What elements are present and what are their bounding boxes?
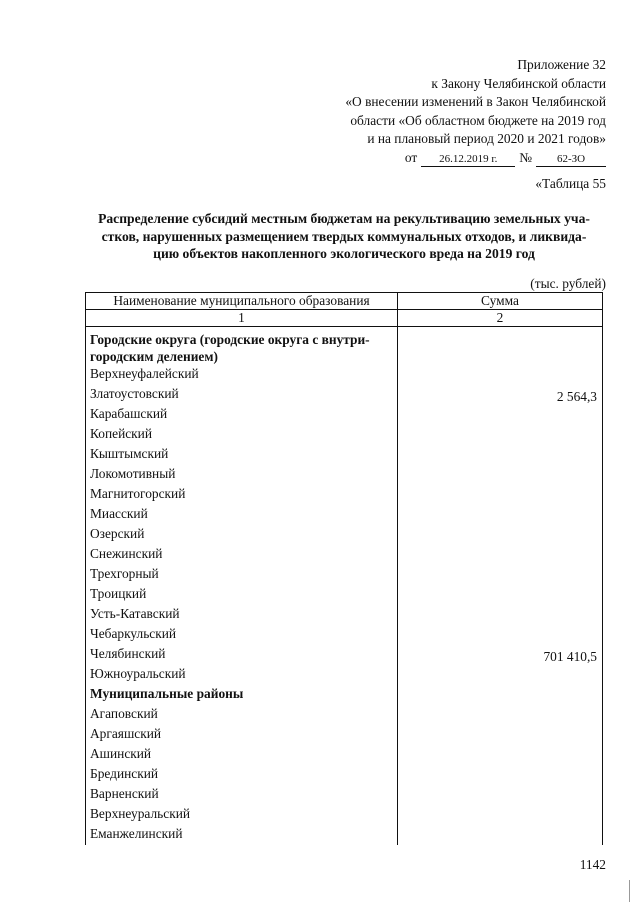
- subsidy-amount: [398, 705, 603, 725]
- municipality-name: Миасский: [86, 505, 398, 525]
- municipality-name: Агаповский: [86, 705, 398, 725]
- subsidy-amount: [398, 765, 603, 785]
- section-row: [86, 685, 603, 705]
- municipality-name: Копейский: [86, 425, 398, 445]
- table-row: [86, 565, 603, 585]
- table-row: [86, 545, 603, 565]
- column-number: 2: [398, 310, 603, 327]
- table-row: [86, 485, 603, 505]
- table-body: [86, 327, 603, 846]
- table-row: [86, 465, 603, 485]
- subsidy-amount: 701 410,5: [398, 645, 603, 665]
- municipality-name: Снежинский: [86, 545, 398, 565]
- table-row: [86, 525, 603, 545]
- municipality-name: Кыштымский: [86, 445, 398, 465]
- date-prefix: от: [404, 149, 418, 165]
- title-line: цию объектов накопленного экологического вреда на 2019 год: [153, 246, 535, 261]
- subsidy-amount: [398, 665, 603, 685]
- subsidy-amount: [398, 405, 603, 425]
- margin-mark: [629, 880, 630, 902]
- appendix-number: Приложение 32: [517, 57, 606, 72]
- municipality-name: Карабашский: [86, 405, 398, 425]
- table-row: [86, 585, 603, 605]
- municipality-name: Трехгорный: [86, 565, 398, 585]
- date-number-line: [345, 149, 606, 168]
- law-appendix-header: [345, 56, 606, 167]
- subsidy-amount: [398, 745, 603, 765]
- table-row: [86, 745, 603, 765]
- subsidy-amount: [398, 725, 603, 745]
- table-row: [86, 645, 603, 665]
- subsidy-amount: [398, 485, 603, 505]
- municipality-name: Городские округа (городские округа с внутри-городским делением): [86, 327, 398, 366]
- subsidy-amount: [398, 525, 603, 545]
- column-header-name: Наименование муниципального образования: [86, 293, 398, 310]
- subsidy-amount: [398, 685, 603, 705]
- table-row: [86, 705, 603, 725]
- section-row: [86, 327, 603, 366]
- table-reference: «Таблица 55: [535, 176, 606, 191]
- municipality-name: Чебаркульский: [86, 625, 398, 645]
- municipality-name: Брединский: [86, 765, 398, 785]
- municipality-name: Озерский: [86, 525, 398, 545]
- subsidy-amount: 2 564,3: [398, 385, 603, 405]
- municipality-name: Ашинский: [86, 745, 398, 765]
- municipality-name: Златоустовский: [86, 385, 398, 405]
- subsidy-amount: [398, 505, 603, 525]
- law-title-line: области «Об областном бюджете на 2019 год: [350, 112, 606, 128]
- table-row: [86, 765, 603, 785]
- subsidy-amount: [398, 425, 603, 445]
- law-title-line: и на плановый период 2020 и 2021 годов»: [367, 131, 606, 146]
- municipality-name: Варненский: [86, 785, 398, 805]
- subsidy-amount: [398, 445, 603, 465]
- subsidy-amount: [398, 605, 603, 625]
- municipality-name: Локомотивный: [86, 465, 398, 485]
- date-value: 26.12.2019 г.: [421, 153, 515, 167]
- column-number: 1: [86, 310, 398, 327]
- subsidy-amount: [398, 625, 603, 645]
- table-row: [86, 665, 603, 685]
- law-title-line: «О внесении изменений в Закон Челябинской: [345, 94, 606, 109]
- title-line: стков, нарушенных размещением твердых коммунальных отходов, и ликвида-: [101, 228, 587, 244]
- table-row: [86, 725, 603, 745]
- table-row: [86, 785, 603, 805]
- subsidy-amount: [398, 327, 603, 366]
- table-row: [86, 445, 603, 465]
- subsidy-amount: [398, 785, 603, 805]
- municipality-name: Усть-Катавский: [86, 605, 398, 625]
- table-row: [86, 405, 603, 425]
- column-header-amount: Сумма: [398, 293, 603, 310]
- law-reference: к Закону Челябинской области: [431, 75, 606, 91]
- page-number: 1142: [579, 857, 606, 872]
- table-row: [86, 505, 603, 525]
- municipality-name: Троицкий: [86, 585, 398, 605]
- subsidy-amount: [398, 565, 603, 585]
- subsidy-amount: [398, 365, 603, 385]
- number-prefix: №: [519, 149, 532, 165]
- subsidy-amount: [398, 545, 603, 565]
- municipality-name: Аргаяшский: [86, 725, 398, 745]
- table-row: [86, 625, 603, 645]
- title-line: Распределение субсидий местным бюджетам на рекультивацию земельных уча-: [98, 211, 590, 226]
- table-row: [86, 605, 603, 625]
- subsidy-amount: [398, 805, 603, 825]
- subsidy-table: [85, 292, 603, 845]
- municipality-name: Верхнеуральский: [86, 805, 398, 825]
- table-row: [86, 365, 603, 385]
- municipality-name: Еманжелинский: [86, 825, 398, 845]
- table-row: [86, 385, 603, 405]
- subsidy-amount: [398, 825, 603, 845]
- municipality-name: Верхнеуфалейский: [86, 365, 398, 385]
- municipality-name: Магнитогорский: [86, 485, 398, 505]
- municipality-name: Южноуральский: [86, 665, 398, 685]
- number-value: 62-ЗО: [536, 153, 606, 167]
- table-row: [86, 805, 603, 825]
- table-row: [86, 825, 603, 845]
- table-row: [86, 425, 603, 445]
- document-title: [84, 210, 604, 263]
- municipality-name: Муниципальные районы: [86, 685, 398, 705]
- subsidy-amount: [398, 585, 603, 605]
- subsidy-amount: [398, 465, 603, 485]
- municipality-name: Челябинский: [86, 645, 398, 665]
- units-label: (тыс. рублей): [530, 276, 606, 291]
